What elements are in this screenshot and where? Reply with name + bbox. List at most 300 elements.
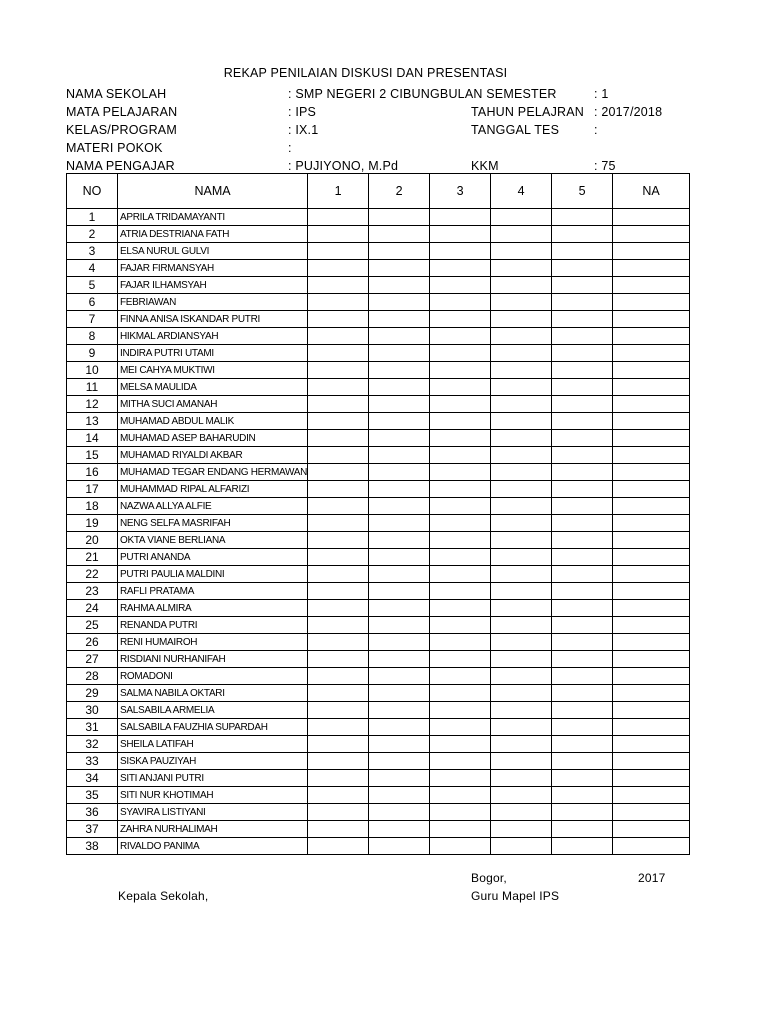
score-4-cell[interactable] bbox=[491, 600, 552, 617]
score-5-cell[interactable] bbox=[552, 770, 613, 787]
score-5-cell[interactable] bbox=[552, 277, 613, 294]
score-2-cell[interactable] bbox=[369, 464, 430, 481]
score-1-cell[interactable] bbox=[308, 719, 369, 736]
final-score-na-cell[interactable] bbox=[613, 651, 690, 668]
row-number: 26 bbox=[67, 634, 118, 651]
score-1-cell[interactable] bbox=[308, 379, 369, 396]
score-3-cell[interactable] bbox=[430, 566, 491, 583]
score-4-cell[interactable] bbox=[491, 481, 552, 498]
score-2-cell[interactable] bbox=[369, 243, 430, 260]
score-5-cell[interactable] bbox=[552, 243, 613, 260]
score-2-cell[interactable] bbox=[369, 226, 430, 243]
final-score-na-cell[interactable] bbox=[613, 243, 690, 260]
score-2-cell[interactable] bbox=[369, 209, 430, 226]
student-name-cell bbox=[118, 821, 308, 838]
score-2-cell[interactable] bbox=[369, 362, 430, 379]
student-name: HIKMAL ARDIANSYAH bbox=[120, 330, 219, 342]
score-5-cell[interactable] bbox=[552, 821, 613, 838]
score-1-cell[interactable] bbox=[308, 447, 369, 464]
row-number: 6 bbox=[67, 294, 118, 311]
student-name-cell bbox=[118, 362, 308, 379]
score-1-cell[interactable] bbox=[308, 617, 369, 634]
final-score-na-cell[interactable] bbox=[613, 736, 690, 753]
score-5-cell[interactable] bbox=[552, 583, 613, 600]
score-4-cell[interactable] bbox=[491, 515, 552, 532]
score-4-cell[interactable] bbox=[491, 668, 552, 685]
score-2-cell[interactable] bbox=[369, 804, 430, 821]
score-4-cell[interactable] bbox=[491, 651, 552, 668]
score-2-cell[interactable] bbox=[369, 770, 430, 787]
table-row bbox=[67, 260, 690, 277]
student-name-cell bbox=[118, 447, 308, 464]
score-3-cell[interactable] bbox=[430, 787, 491, 804]
score-4-cell[interactable] bbox=[491, 685, 552, 702]
score-1-cell[interactable] bbox=[308, 277, 369, 294]
table-row bbox=[67, 515, 690, 532]
score-4-cell[interactable] bbox=[491, 209, 552, 226]
final-score-na-cell[interactable] bbox=[613, 583, 690, 600]
score-1-cell[interactable] bbox=[308, 770, 369, 787]
score-2-cell[interactable] bbox=[369, 396, 430, 413]
score-5-cell[interactable] bbox=[552, 396, 613, 413]
score-4-cell[interactable] bbox=[491, 379, 552, 396]
score-5-cell[interactable] bbox=[552, 753, 613, 770]
score-1-cell[interactable] bbox=[308, 668, 369, 685]
student-name-cell bbox=[118, 209, 308, 226]
final-score-na-cell[interactable] bbox=[613, 566, 690, 583]
student-name: FAJAR FIRMANSYAH bbox=[120, 262, 214, 274]
score-1-cell[interactable] bbox=[308, 685, 369, 702]
score-1-cell[interactable] bbox=[308, 226, 369, 243]
materi-pokok-value: : bbox=[288, 141, 292, 155]
score-2-cell[interactable] bbox=[369, 532, 430, 549]
score-4-cell[interactable] bbox=[491, 549, 552, 566]
score-4-cell[interactable] bbox=[491, 345, 552, 362]
score-3-cell[interactable] bbox=[430, 736, 491, 753]
nama-sekolah-label: NAMA SEKOLAH bbox=[66, 87, 167, 101]
row-number: 13 bbox=[67, 413, 118, 430]
score-1-cell[interactable] bbox=[308, 566, 369, 583]
final-score-na-cell[interactable] bbox=[613, 838, 690, 855]
score-4-cell[interactable] bbox=[491, 447, 552, 464]
score-5-cell[interactable] bbox=[552, 260, 613, 277]
score-5-cell[interactable] bbox=[552, 668, 613, 685]
student-name-cell bbox=[118, 736, 308, 753]
final-score-na-cell[interactable] bbox=[613, 702, 690, 719]
score-3-cell[interactable] bbox=[430, 498, 491, 515]
row-number: 9 bbox=[67, 345, 118, 362]
score-1-cell[interactable] bbox=[308, 464, 369, 481]
score-2-cell[interactable] bbox=[369, 566, 430, 583]
score-5-cell[interactable] bbox=[552, 379, 613, 396]
score-4-cell[interactable] bbox=[491, 583, 552, 600]
final-score-na-cell[interactable] bbox=[613, 260, 690, 277]
score-2-cell[interactable] bbox=[369, 838, 430, 855]
score-3-cell[interactable] bbox=[430, 532, 491, 549]
final-score-na-cell[interactable] bbox=[613, 396, 690, 413]
row-number: 3 bbox=[67, 243, 118, 260]
nama-pengajar-value: : PUJIYONO, M.Pd bbox=[288, 159, 399, 173]
score-5-cell[interactable] bbox=[552, 481, 613, 498]
final-score-na-cell[interactable] bbox=[613, 532, 690, 549]
final-score-na-cell[interactable] bbox=[613, 430, 690, 447]
nama-sekolah-value: : SMP NEGERI 2 CIBUNGBULAN SEMESTER bbox=[288, 87, 557, 101]
final-score-na-cell[interactable] bbox=[613, 328, 690, 345]
score-3-cell[interactable] bbox=[430, 430, 491, 447]
score-1-cell[interactable] bbox=[308, 753, 369, 770]
student-name-cell bbox=[118, 583, 308, 600]
score-3-cell[interactable] bbox=[430, 838, 491, 855]
final-score-na-cell[interactable] bbox=[613, 209, 690, 226]
score-3-cell[interactable] bbox=[430, 515, 491, 532]
score-2-cell[interactable] bbox=[369, 821, 430, 838]
score-3-cell[interactable] bbox=[430, 685, 491, 702]
score-3-cell[interactable] bbox=[430, 753, 491, 770]
score-4-cell[interactable] bbox=[491, 617, 552, 634]
score-1-cell[interactable] bbox=[308, 634, 369, 651]
score-5-cell[interactable] bbox=[552, 787, 613, 804]
mata-pelajaran-value: : IPS bbox=[288, 105, 317, 119]
score-5-cell[interactable] bbox=[552, 685, 613, 702]
score-4-cell[interactable] bbox=[491, 277, 552, 294]
score-2-cell[interactable] bbox=[369, 430, 430, 447]
final-score-na-cell[interactable] bbox=[613, 345, 690, 362]
score-5-cell[interactable] bbox=[552, 651, 613, 668]
student-name-cell bbox=[118, 226, 308, 243]
score-5-cell[interactable] bbox=[552, 209, 613, 226]
table-row bbox=[67, 226, 690, 243]
score-3-cell[interactable] bbox=[430, 464, 491, 481]
final-score-na-cell[interactable] bbox=[613, 617, 690, 634]
score-1-cell[interactable] bbox=[308, 583, 369, 600]
score-5-cell[interactable] bbox=[552, 532, 613, 549]
final-score-na-cell[interactable] bbox=[613, 311, 690, 328]
score-3-cell[interactable] bbox=[430, 770, 491, 787]
score-2-cell[interactable] bbox=[369, 719, 430, 736]
student-name-cell bbox=[118, 787, 308, 804]
score-1-cell[interactable] bbox=[308, 787, 369, 804]
column-header-no: NO bbox=[67, 174, 118, 209]
score-5-cell[interactable] bbox=[552, 515, 613, 532]
student-name-cell bbox=[118, 685, 308, 702]
row-number: 23 bbox=[67, 583, 118, 600]
final-score-na-cell[interactable] bbox=[613, 498, 690, 515]
student-name: MUHAMAD TEGAR ENDANG HERMAWAN bbox=[120, 466, 308, 478]
score-3-cell[interactable] bbox=[430, 260, 491, 277]
row-number: 11 bbox=[67, 379, 118, 396]
score-5-cell[interactable] bbox=[552, 566, 613, 583]
score-5-cell[interactable] bbox=[552, 362, 613, 379]
student-name-cell bbox=[118, 515, 308, 532]
table-row bbox=[67, 532, 690, 549]
score-4-cell[interactable] bbox=[491, 821, 552, 838]
score-2-cell[interactable] bbox=[369, 668, 430, 685]
final-score-na-cell[interactable] bbox=[613, 804, 690, 821]
tanggal-tes-label: TANGGAL TES bbox=[471, 123, 560, 137]
final-score-na-cell[interactable] bbox=[613, 821, 690, 838]
student-name-cell bbox=[118, 311, 308, 328]
score-4-cell[interactable] bbox=[491, 464, 552, 481]
row-number: 28 bbox=[67, 668, 118, 685]
student-name: SITI NUR KHOTIMAH bbox=[120, 789, 214, 801]
score-2-cell[interactable] bbox=[369, 345, 430, 362]
score-5-cell[interactable] bbox=[552, 294, 613, 311]
score-1-cell[interactable] bbox=[308, 702, 369, 719]
score-5-cell[interactable] bbox=[552, 702, 613, 719]
table-row bbox=[67, 430, 690, 447]
score-3-cell[interactable] bbox=[430, 481, 491, 498]
final-score-na-cell[interactable] bbox=[613, 277, 690, 294]
score-3-cell[interactable] bbox=[430, 277, 491, 294]
final-score-na-cell[interactable] bbox=[613, 634, 690, 651]
score-1-cell[interactable] bbox=[308, 821, 369, 838]
score-1-cell[interactable] bbox=[308, 430, 369, 447]
table-row bbox=[67, 243, 690, 260]
score-3-cell[interactable] bbox=[430, 617, 491, 634]
score-2-cell[interactable] bbox=[369, 651, 430, 668]
score-5-cell[interactable] bbox=[552, 430, 613, 447]
score-2-cell[interactable] bbox=[369, 260, 430, 277]
score-3-cell[interactable] bbox=[430, 311, 491, 328]
final-score-na-cell[interactable] bbox=[613, 379, 690, 396]
score-1-cell[interactable] bbox=[308, 549, 369, 566]
score-1-cell[interactable] bbox=[308, 362, 369, 379]
score-1-cell[interactable] bbox=[308, 515, 369, 532]
score-3-cell[interactable] bbox=[430, 583, 491, 600]
score-1-cell[interactable] bbox=[308, 804, 369, 821]
score-3-cell[interactable] bbox=[430, 413, 491, 430]
score-4-cell[interactable] bbox=[491, 736, 552, 753]
score-1-cell[interactable] bbox=[308, 328, 369, 345]
final-score-na-cell[interactable] bbox=[613, 668, 690, 685]
score-4-cell[interactable] bbox=[491, 396, 552, 413]
score-1-cell[interactable] bbox=[308, 651, 369, 668]
score-5-cell[interactable] bbox=[552, 447, 613, 464]
score-3-cell[interactable] bbox=[430, 702, 491, 719]
final-score-na-cell[interactable] bbox=[613, 481, 690, 498]
score-5-cell[interactable] bbox=[552, 226, 613, 243]
score-5-cell[interactable] bbox=[552, 804, 613, 821]
score-1-cell[interactable] bbox=[308, 413, 369, 430]
score-3-cell[interactable] bbox=[430, 634, 491, 651]
score-3-cell[interactable] bbox=[430, 209, 491, 226]
row-number: 30 bbox=[67, 702, 118, 719]
score-2-cell[interactable] bbox=[369, 583, 430, 600]
score-5-cell[interactable] bbox=[552, 549, 613, 566]
score-3-cell[interactable] bbox=[430, 396, 491, 413]
score-4-cell[interactable] bbox=[491, 311, 552, 328]
score-3-cell[interactable] bbox=[430, 345, 491, 362]
row-number: 31 bbox=[67, 719, 118, 736]
score-3-cell[interactable] bbox=[430, 379, 491, 396]
score-2-cell[interactable] bbox=[369, 498, 430, 515]
score-2-cell[interactable] bbox=[369, 447, 430, 464]
student-name-cell bbox=[118, 617, 308, 634]
final-score-na-cell[interactable] bbox=[613, 685, 690, 702]
score-3-cell[interactable] bbox=[430, 821, 491, 838]
row-number: 32 bbox=[67, 736, 118, 753]
score-1-cell[interactable] bbox=[308, 498, 369, 515]
score-4-cell[interactable] bbox=[491, 294, 552, 311]
final-score-na-cell[interactable] bbox=[613, 515, 690, 532]
score-2-cell[interactable] bbox=[369, 736, 430, 753]
score-3-cell[interactable] bbox=[430, 804, 491, 821]
score-2-cell[interactable] bbox=[369, 634, 430, 651]
table-row bbox=[67, 311, 690, 328]
table-row bbox=[67, 345, 690, 362]
score-2-cell[interactable] bbox=[369, 413, 430, 430]
score-5-cell[interactable] bbox=[552, 413, 613, 430]
score-4-cell[interactable] bbox=[491, 753, 552, 770]
final-score-na-cell[interactable] bbox=[613, 719, 690, 736]
final-score-na-cell[interactable] bbox=[613, 413, 690, 430]
score-4-cell[interactable] bbox=[491, 634, 552, 651]
score-3-cell[interactable] bbox=[430, 719, 491, 736]
final-score-na-cell[interactable] bbox=[613, 464, 690, 481]
score-3-cell[interactable] bbox=[430, 447, 491, 464]
score-2-cell[interactable] bbox=[369, 617, 430, 634]
row-number: 14 bbox=[67, 430, 118, 447]
student-name-cell bbox=[118, 566, 308, 583]
score-2-cell[interactable] bbox=[369, 685, 430, 702]
student-name-cell bbox=[118, 651, 308, 668]
score-2-cell[interactable] bbox=[369, 600, 430, 617]
table-row bbox=[67, 447, 690, 464]
score-4-cell[interactable] bbox=[491, 838, 552, 855]
final-score-na-cell[interactable] bbox=[613, 600, 690, 617]
score-1-cell[interactable] bbox=[308, 243, 369, 260]
score-5-cell[interactable] bbox=[552, 634, 613, 651]
kelas-label: KELAS/PROGRAM bbox=[66, 123, 177, 137]
table-row bbox=[67, 600, 690, 617]
score-1-cell[interactable] bbox=[308, 532, 369, 549]
score-2-cell[interactable] bbox=[369, 277, 430, 294]
student-name-cell bbox=[118, 430, 308, 447]
score-4-cell[interactable] bbox=[491, 804, 552, 821]
score-1-cell[interactable] bbox=[308, 260, 369, 277]
table-row bbox=[67, 651, 690, 668]
table-row bbox=[67, 566, 690, 583]
score-4-cell[interactable] bbox=[491, 498, 552, 515]
student-name-cell bbox=[118, 702, 308, 719]
student-name: SALSABILA FAUZHIA SUPARDAH bbox=[120, 721, 268, 733]
score-2-cell[interactable] bbox=[369, 379, 430, 396]
table-row bbox=[67, 583, 690, 600]
score-1-cell[interactable] bbox=[308, 294, 369, 311]
score-3-cell[interactable] bbox=[430, 549, 491, 566]
student-name-cell bbox=[118, 668, 308, 685]
score-5-cell[interactable] bbox=[552, 311, 613, 328]
score-2-cell[interactable] bbox=[369, 294, 430, 311]
score-3-cell[interactable] bbox=[430, 243, 491, 260]
score-5-cell[interactable] bbox=[552, 617, 613, 634]
score-4-cell[interactable] bbox=[491, 413, 552, 430]
table-row bbox=[67, 413, 690, 430]
score-3-cell[interactable] bbox=[430, 362, 491, 379]
score-1-cell[interactable] bbox=[308, 209, 369, 226]
final-score-na-cell[interactable] bbox=[613, 294, 690, 311]
score-5-cell[interactable] bbox=[552, 328, 613, 345]
tahun-pelajaran-label: TAHUN PELAJRAN bbox=[471, 105, 585, 119]
score-3-cell[interactable] bbox=[430, 600, 491, 617]
score-4-cell[interactable] bbox=[491, 532, 552, 549]
score-1-cell[interactable] bbox=[308, 481, 369, 498]
score-5-cell[interactable] bbox=[552, 736, 613, 753]
score-2-cell[interactable] bbox=[369, 787, 430, 804]
score-4-cell[interactable] bbox=[491, 770, 552, 787]
final-score-na-cell[interactable] bbox=[613, 549, 690, 566]
final-score-na-cell[interactable] bbox=[613, 226, 690, 243]
table-row bbox=[67, 498, 690, 515]
score-1-cell[interactable] bbox=[308, 600, 369, 617]
row-number: 25 bbox=[67, 617, 118, 634]
student-name: RENANDA PUTRI bbox=[120, 619, 198, 631]
final-score-na-cell[interactable] bbox=[613, 447, 690, 464]
score-2-cell[interactable] bbox=[369, 481, 430, 498]
score-1-cell[interactable] bbox=[308, 396, 369, 413]
column-header-1: 1 bbox=[308, 174, 369, 209]
final-score-na-cell[interactable] bbox=[613, 753, 690, 770]
score-2-cell[interactable] bbox=[369, 515, 430, 532]
score-2-cell[interactable] bbox=[369, 311, 430, 328]
final-score-na-cell[interactable] bbox=[613, 362, 690, 379]
tahun-pelajaran-value: : 2017/2018 bbox=[594, 105, 663, 119]
score-2-cell[interactable] bbox=[369, 328, 430, 345]
score-4-cell[interactable] bbox=[491, 787, 552, 804]
table-row bbox=[67, 702, 690, 719]
score-2-cell[interactable] bbox=[369, 549, 430, 566]
score-3-cell[interactable] bbox=[430, 294, 491, 311]
score-5-cell[interactable] bbox=[552, 600, 613, 617]
score-5-cell[interactable] bbox=[552, 345, 613, 362]
student-name: SALSABILA ARMELIA bbox=[120, 704, 215, 716]
final-score-na-cell[interactable] bbox=[613, 770, 690, 787]
score-4-cell[interactable] bbox=[491, 362, 552, 379]
score-3-cell[interactable] bbox=[430, 328, 491, 345]
score-5-cell[interactable] bbox=[552, 719, 613, 736]
score-5-cell[interactable] bbox=[552, 838, 613, 855]
score-1-cell[interactable] bbox=[308, 311, 369, 328]
score-4-cell[interactable] bbox=[491, 260, 552, 277]
table-row bbox=[67, 617, 690, 634]
final-score-na-cell[interactable] bbox=[613, 787, 690, 804]
score-4-cell[interactable] bbox=[491, 702, 552, 719]
kepala-sekolah-signature-label: Kepala Sekolah, bbox=[118, 889, 209, 903]
row-number: 38 bbox=[67, 838, 118, 855]
score-1-cell[interactable] bbox=[308, 838, 369, 855]
score-4-cell[interactable] bbox=[491, 243, 552, 260]
row-number: 15 bbox=[67, 447, 118, 464]
score-3-cell[interactable] bbox=[430, 668, 491, 685]
score-3-cell[interactable] bbox=[430, 651, 491, 668]
score-4-cell[interactable] bbox=[491, 719, 552, 736]
score-4-cell[interactable] bbox=[491, 430, 552, 447]
student-name: RISDIANI NURHANIFAH bbox=[120, 653, 226, 665]
score-5-cell[interactable] bbox=[552, 498, 613, 515]
score-2-cell[interactable] bbox=[369, 753, 430, 770]
score-1-cell[interactable] bbox=[308, 345, 369, 362]
score-3-cell[interactable] bbox=[430, 226, 491, 243]
score-4-cell[interactable] bbox=[491, 328, 552, 345]
score-1-cell[interactable] bbox=[308, 736, 369, 753]
table-row bbox=[67, 209, 690, 226]
score-2-cell[interactable] bbox=[369, 702, 430, 719]
row-number: 37 bbox=[67, 821, 118, 838]
score-5-cell[interactable] bbox=[552, 464, 613, 481]
student-name: MUHAMAD RIYALDI AKBAR bbox=[120, 449, 243, 461]
score-4-cell[interactable] bbox=[491, 566, 552, 583]
score-4-cell[interactable] bbox=[491, 226, 552, 243]
